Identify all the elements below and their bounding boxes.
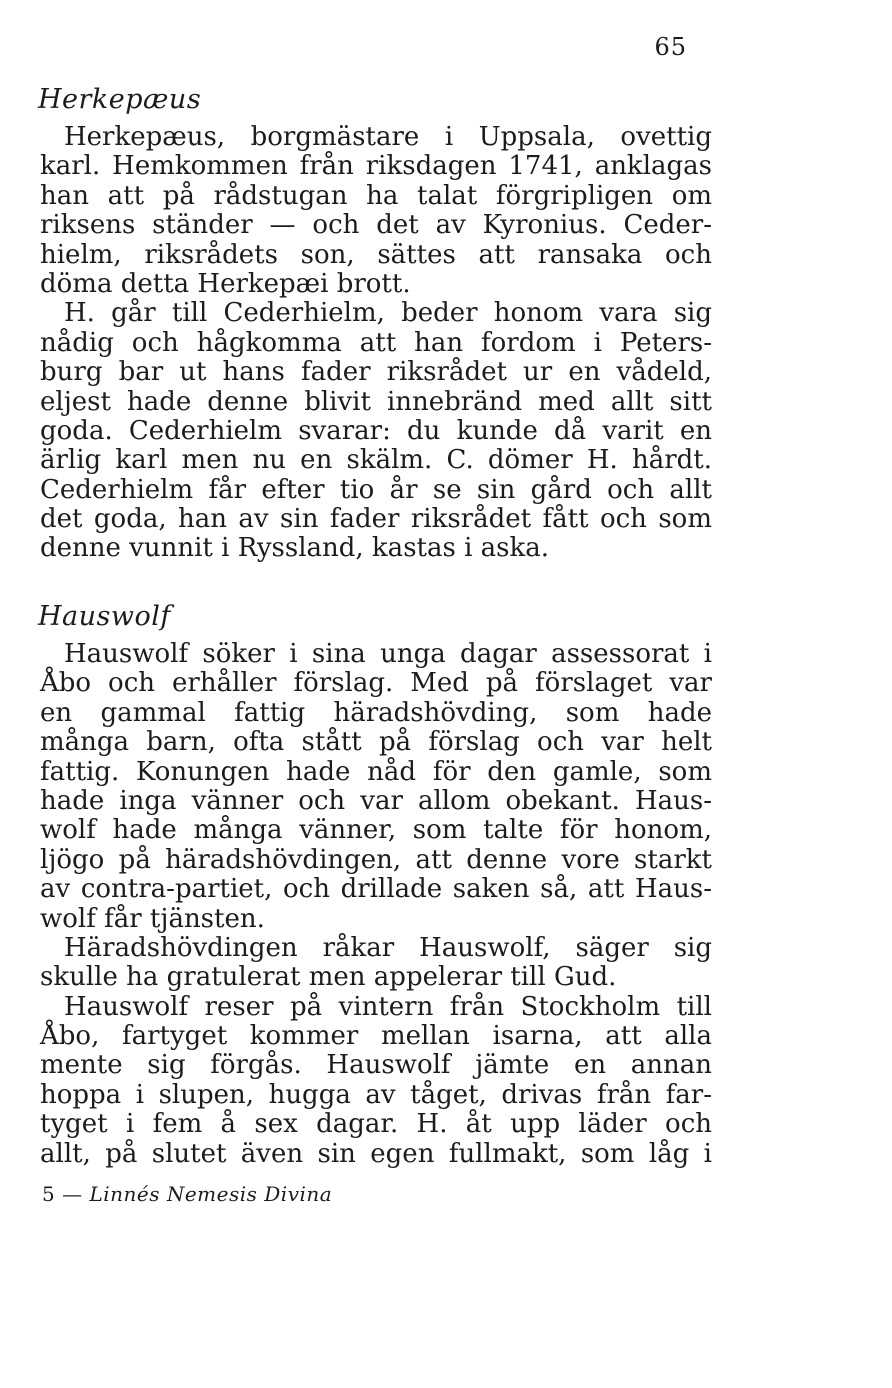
text-line: hade inga vänner och var allom obekant. Haus- xyxy=(40,785,712,816)
signature-mark: 5 xyxy=(42,1182,56,1206)
text-line: hoppa i slupen, hugga av tåget, drivas från far- xyxy=(40,1079,712,1110)
text-line: en gammal fattig häradshövding, som hade xyxy=(40,697,712,728)
text-line: ärlig karl men nu en skälm. C. dömer H. hårdt. xyxy=(40,445,712,476)
text-line: goda. Cederhielm svarar: du kunde då varit en xyxy=(40,415,712,446)
text-line: denne vunnit i Ryssland, kastas i aska. xyxy=(40,533,550,564)
text-line: burg bar ut hans fader riksrådet ur en vådeld, xyxy=(40,357,712,388)
text-line: wolf hade många vänner, som talte för honom, xyxy=(40,815,712,846)
footer-dash: — xyxy=(62,1182,83,1206)
text-line: Hauswolf söker i sina unga dagar assessorat i xyxy=(64,639,712,669)
text-line: det goda, han av sin fader riksrådet fått och som xyxy=(40,504,712,535)
text-line: wolf får tjänsten. xyxy=(40,903,265,934)
text-line: Åbo, fartyget kommer mellan isarna, att alla xyxy=(40,1021,712,1052)
text-line: många barn, ofta stått på förslag och var helt xyxy=(40,727,712,758)
text-line: riksens ständer — och det av Kyronius. Ceder- xyxy=(40,210,712,241)
text-line: han att på rådstugan ha talat förgripligen om xyxy=(40,180,712,211)
text-line: Hauswolf reser på vintern från Stockholm till xyxy=(64,991,712,1022)
text-line: Åbo och erhåller förslag. Med på förslaget var xyxy=(40,668,712,699)
section-heading-hauswolf: Hauswolf xyxy=(38,601,171,632)
text-line: fattig. Konungen hade nåd för den gamle, som xyxy=(40,756,712,787)
section-body-herkepaeus xyxy=(40,123,712,564)
footer-signature-line xyxy=(42,1182,332,1206)
text-line: H. går till Cederhielm, beder honom vara sig xyxy=(64,298,712,329)
section-body-hauswolf xyxy=(40,640,712,1169)
text-line: eljest hade denne blivit innebränd med allt sitt xyxy=(40,386,712,417)
text-line: Häradshövdingen råkar Hauswolf, säger sig xyxy=(64,932,712,963)
text-line: av contra-partiet, och drillade saken så, att Haus- xyxy=(40,874,712,905)
text-line: karl. Hemkommen från riksdagen 1741, anklagas xyxy=(40,151,712,182)
text-line: skulle ha gratulerat men appelerar till Gud. xyxy=(40,962,617,993)
text-line: ljögo på häradshövdingen, att denne vore starkt xyxy=(40,844,712,875)
text-line: hielm, riksrådets son, sättes att ransaka och xyxy=(40,239,712,270)
text-line: mente sig förgås. Hauswolf jämte en annan xyxy=(40,1050,712,1081)
text-line: Herkepæus, borgmästare i Uppsala, ovettig xyxy=(64,122,712,152)
text-line: allt, på slutet även sin egen fullmakt, som låg i xyxy=(40,1138,712,1169)
page-number: 65 xyxy=(654,33,687,61)
text-line: döma detta Herkepæi brott. xyxy=(40,268,411,299)
book-title: Linnés Nemesis Divina xyxy=(89,1182,333,1206)
text-line: Cederhielm får efter tio år se sin gård och allt xyxy=(40,474,712,505)
section-heading-herkepaeus: Herkepæus xyxy=(38,84,202,115)
text-line: nådig och hågkomma att han fordom i Peters- xyxy=(40,327,712,358)
text-line: tyget i fem å sex dagar. H. åt upp läder och xyxy=(40,1109,712,1140)
